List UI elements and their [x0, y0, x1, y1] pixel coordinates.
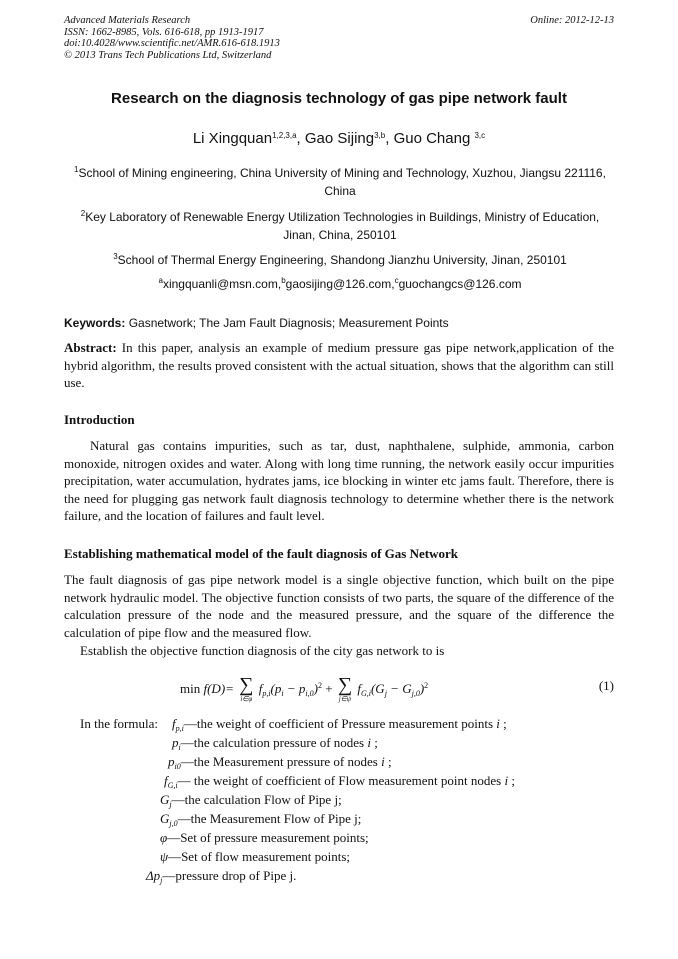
- def-sub: j: [169, 800, 172, 809]
- def-tail: i: [504, 773, 509, 788]
- definition-item: [168, 754, 392, 771]
- def-symbol: Δp: [146, 868, 161, 883]
- definition-item: [160, 792, 342, 809]
- def-text: —the weight of coefficient of Pressure measurement points: [183, 716, 497, 731]
- eq-term: (G: [370, 680, 385, 696]
- def-text: —Set of flow measurement points;: [168, 849, 351, 864]
- author-name: Gao Sijing: [304, 130, 375, 147]
- def-end: ;: [371, 735, 378, 750]
- def-text: — the weight of coefficient of Flow measurement point nodes: [177, 773, 505, 788]
- definition-item: [160, 849, 350, 865]
- eq-plus: +: [325, 680, 333, 696]
- email-line: [64, 275, 616, 293]
- eq-term: − G: [386, 680, 412, 696]
- email-sup: c: [394, 276, 399, 285]
- eq-sum-limit: i∈φ: [240, 695, 253, 703]
- def-sub: i0: [174, 762, 181, 771]
- def-text: —the calculation pressure of nodes: [180, 735, 368, 750]
- model-text-2: Establish the objective function diagnosis of the city gas network to is: [80, 643, 445, 658]
- author-name: Guo Chang: [393, 130, 471, 147]
- eq-term: − p: [283, 680, 306, 696]
- def-text: —the Measurement pressure of nodes: [180, 754, 382, 769]
- email-sup: b: [281, 276, 286, 285]
- keywords-text: Gasnetwork; The Jam Fault Diagnosis; Measurement Points: [128, 316, 449, 330]
- keywords: [64, 316, 616, 330]
- def-text: —Set of pressure measurement points;: [167, 830, 369, 845]
- abstract: [64, 339, 614, 392]
- definitions-intro: In the formula:: [80, 716, 158, 731]
- def-sub: G,i: [167, 781, 178, 790]
- author-name: Li Xingquan: [192, 130, 273, 147]
- def-text: —pressure drop of Pipe j.: [162, 868, 297, 883]
- model-text: The fault diagnosis of gas pipe network model is a single objective function, which built on the pipe network hydraulic model. The objective function consists of two parts, the square of the difference of the calculation pressure of the node and the measured pressure, and the square of the difference the calculation of pipe flow and the measured flow.: [64, 572, 614, 640]
- definition-item: [160, 811, 361, 828]
- abstract-text: In this paper, analysis an example of medium pressure gas pipe network,application of the hybrid algorithm, the results proved consistent with the actual situation, shows that the algorithm can still use.: [64, 340, 614, 390]
- eq-square: 2: [424, 680, 429, 690]
- def-text: —the Measurement Flow of Pipe j;: [177, 811, 362, 826]
- def-symbol: f: [172, 716, 176, 731]
- eq-term: (p: [270, 680, 282, 696]
- def-sub: j: [160, 876, 163, 885]
- affiliation-text: School of Mining engineering, China University of Mining and Technology, Xuzhou, Jiangsu 221116, China: [78, 166, 606, 198]
- introduction-text: Natural gas contains impurities, such as tar, dust, naphthalene, sulphide, ammonia, carbon monoxide, nitrogen oxides and water. Along with long time running, the network easily occur impurities precipitation, water accumulation, hydrates jams, ice blocking in winter etc jams fault. Therefore, there is the need for plugging gas network fault diagnosis technology to determine whether there is the network failure, and the location of failures and fault level.: [64, 438, 614, 523]
- author-list: Li Xingquan$^{1,2,3,a}$, Gao Sijing$^{3,b}$, Guo Chang $^{3,c}$: [192, 130, 486, 147]
- def-tail: i: [367, 735, 371, 750]
- eq-sum-1: ∑ i∈φ: [239, 674, 254, 703]
- affiliation-1: [64, 164, 616, 200]
- def-tail: i: [381, 754, 385, 769]
- def-sub: j,0: [169, 819, 178, 828]
- eq-square: 2: [317, 680, 322, 690]
- definition-item: [160, 830, 369, 846]
- journal-name: Advanced Materials Research: [64, 15, 191, 26]
- model-heading: Establishing mathematical model of the fault diagnosis of Gas Network: [64, 546, 458, 561]
- paper-title: Research on the diagnosis technology of gas pipe network fault: [111, 90, 567, 107]
- definition-item: [146, 868, 296, 885]
- copyright-line: © 2013 Trans Tech Publications Ltd, Switzerland: [64, 49, 272, 61]
- affiliation-sup: 1: [74, 165, 79, 174]
- online-date: Online: 2012-12-13: [530, 15, 614, 26]
- eq-lhs: f(D)=: [203, 680, 234, 696]
- keywords-label: Keywords:: [64, 316, 126, 330]
- def-symbol: G: [160, 792, 170, 807]
- def-end: ;: [508, 773, 515, 788]
- def-symbol: G: [160, 811, 170, 826]
- journal-header: [64, 15, 614, 61]
- affiliation-3: [64, 251, 616, 269]
- def-sub: i: [178, 743, 181, 752]
- author-sup: 1,2,3,a: [272, 131, 297, 140]
- def-text: —the calculation Flow of Pipe j;: [171, 792, 342, 807]
- affiliation-sup: 2: [80, 209, 86, 218]
- affiliation-sup: 3: [113, 252, 118, 261]
- equation-number: (1): [598, 678, 614, 693]
- email-sup: a: [158, 276, 163, 285]
- def-symbol: φ: [160, 830, 168, 845]
- def-symbol: p: [172, 735, 179, 750]
- affiliation-text: School of Thermal Energy Engineering, Shandong Jianzhu University, Jinan, 250101: [117, 253, 567, 267]
- abstract-label: Abstract:: [64, 340, 117, 355]
- definition-item: [164, 773, 515, 790]
- issn-line: ISSN: 1662-8985, Vols. 616-618, pp 1913-1917: [64, 26, 264, 38]
- eq-sum-2: ∑ j∈ψ: [337, 674, 353, 703]
- def-end: ;: [384, 754, 392, 769]
- author-sup: 3,c: [474, 131, 486, 140]
- email: gaosijing@126.com,: [285, 277, 395, 291]
- author-sup: 3,b: [374, 131, 386, 140]
- introduction-heading: Introduction: [64, 412, 135, 427]
- def-end: ;: [499, 716, 507, 731]
- definition-item: [172, 735, 378, 752]
- definition-item: [172, 716, 507, 733]
- email: guochangcs@126.com: [398, 277, 522, 291]
- def-symbol: p: [168, 754, 175, 769]
- affiliation-text: Key Laboratory of Renewable Energy Utilization Technologies in Buildings, Ministry of Education, Jinan, China, 250101: [85, 210, 600, 242]
- def-symbol: ψ: [160, 849, 169, 864]
- affiliation-2: [64, 208, 616, 244]
- doi-line: doi:10.4028/www.scientific.net/AMR.616-618.1913: [64, 38, 280, 49]
- email: xingquanli@msn.com,: [162, 277, 282, 291]
- def-sub: p,i: [175, 724, 184, 733]
- eq-sum-limit: j∈ψ: [338, 695, 352, 703]
- def-symbol: f: [164, 773, 168, 788]
- def-tail: i: [496, 716, 500, 731]
- objective-equation: min f(D)= ∑ i∈φ $f_{p,i}(p_i - p_{i,0})^2$ + ∑ j∈ψ $f_{G,i}(G_j - G_{j,0})^2$: [180, 674, 429, 703]
- eq-min: min: [180, 680, 201, 696]
